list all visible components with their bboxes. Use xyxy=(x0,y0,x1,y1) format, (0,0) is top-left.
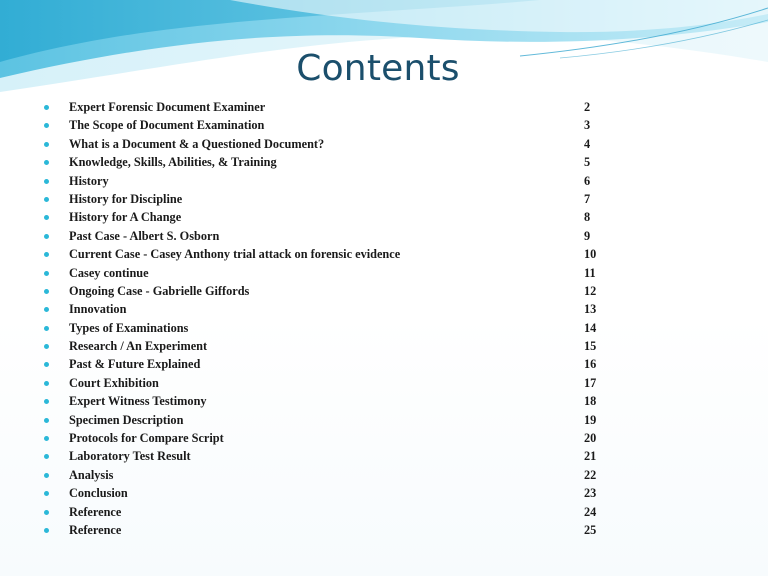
bullet-dot-icon xyxy=(44,197,49,202)
bullet-dot-icon xyxy=(44,326,49,331)
contents-item xyxy=(44,392,624,410)
contents-item xyxy=(44,484,624,502)
contents-item-label: Laboratory Test Result xyxy=(69,449,191,464)
contents-item-page-number: 17 xyxy=(584,375,597,390)
contents-item xyxy=(44,245,624,263)
bullet-dot-icon xyxy=(44,362,49,367)
contents-item-page-number: 9 xyxy=(584,228,591,243)
contents-item-label: History for A Change xyxy=(69,210,182,225)
contents-item xyxy=(44,264,624,282)
contents-item-label: Conclusion xyxy=(69,486,128,501)
contents-item-label: Protocols for Compare Script xyxy=(69,431,224,446)
contents-item xyxy=(44,337,624,355)
bullet-dot-icon xyxy=(44,234,49,239)
contents-item xyxy=(44,466,624,484)
contents-item-label: Casey continue xyxy=(69,265,149,280)
contents-item xyxy=(44,282,624,300)
contents-item-page-number: 8 xyxy=(584,210,591,225)
contents-item-page-number: 21 xyxy=(584,449,597,464)
bullet-dot-icon xyxy=(44,473,49,478)
contents-item xyxy=(44,172,624,190)
contents-item-label: What is a Document & a Questioned Document? xyxy=(69,136,325,151)
contents-item-label: Knowledge, Skills, Abilities, & Training xyxy=(69,155,277,170)
contents-item xyxy=(44,355,624,373)
bullet-dot-icon xyxy=(44,510,49,515)
contents-item-label: Court Exhibition xyxy=(69,375,159,390)
contents-item-page-number: 15 xyxy=(584,339,597,354)
contents-item-label: Types of Examinations xyxy=(69,320,189,335)
contents-item-page-number: 6 xyxy=(584,173,591,188)
bullet-dot-icon xyxy=(44,142,49,147)
bullet-dot-icon xyxy=(44,123,49,128)
contents-list xyxy=(44,98,624,539)
contents-item-label: Ongoing Case - Gabrielle Giffords xyxy=(69,283,250,298)
contents-item xyxy=(44,208,624,226)
contents-item-page-number: 23 xyxy=(584,486,597,501)
contents-item-label: Analysis xyxy=(69,467,114,482)
bullet-dot-icon xyxy=(44,105,49,110)
contents-item-label: Past & Future Explained xyxy=(69,357,201,372)
contents-item-label: Current Case - Casey Anthony trial attack on forensic evidence xyxy=(69,247,401,262)
contents-item-page-number: 18 xyxy=(584,394,597,409)
contents-item xyxy=(44,227,624,245)
bullet-dot-icon xyxy=(44,454,49,459)
contents-item xyxy=(44,503,624,521)
bullet-dot-icon xyxy=(44,271,49,276)
contents-item-label: Reference xyxy=(69,522,122,537)
bullet-dot-icon xyxy=(44,179,49,184)
contents-item-page-number: 13 xyxy=(584,302,597,317)
contents-item-label: The Scope of Document Examination xyxy=(69,118,265,133)
contents-item xyxy=(44,447,624,465)
contents-item xyxy=(44,411,624,429)
contents-item-page-number: 7 xyxy=(584,191,591,206)
contents-item-label: History xyxy=(69,173,109,188)
contents-item xyxy=(44,300,624,318)
contents-item-label: Past Case - Albert S. Osborn xyxy=(69,228,220,243)
bullet-dot-icon xyxy=(44,399,49,404)
bullet-dot-icon xyxy=(44,289,49,294)
bullet-dot-icon xyxy=(44,160,49,165)
contents-item-page-number: 2 xyxy=(584,100,591,114)
contents-item-label: Innovation xyxy=(69,302,127,317)
bullet-dot-icon xyxy=(44,436,49,441)
contents-item-page-number: 4 xyxy=(584,136,591,151)
contents-item-page-number: 19 xyxy=(584,412,597,427)
bullet-dot-icon xyxy=(44,252,49,257)
contents-item-page-number: 5 xyxy=(584,155,591,170)
contents-item xyxy=(44,153,624,171)
contents-item-page-number: 11 xyxy=(584,265,596,280)
contents-item-page-number: 12 xyxy=(584,283,597,298)
bullet-dot-icon xyxy=(44,528,49,533)
contents-item xyxy=(44,374,624,392)
contents-item-page-number: 25 xyxy=(584,522,597,537)
contents-item-page-number: 20 xyxy=(584,431,597,446)
contents-item xyxy=(44,98,624,116)
bullet-dot-icon xyxy=(44,381,49,386)
bullet-dot-icon xyxy=(44,491,49,496)
contents-item xyxy=(44,521,624,539)
slide-title: Contents xyxy=(296,48,460,89)
contents-item-label: Specimen Description xyxy=(69,412,184,427)
bullet-dot-icon xyxy=(44,215,49,220)
bullet-dot-icon xyxy=(44,344,49,349)
contents-item xyxy=(44,135,624,153)
contents-item xyxy=(44,319,624,337)
contents-item-label: Expert Witness Testimony xyxy=(69,394,207,409)
contents-item xyxy=(44,190,624,208)
contents-item-page-number: 16 xyxy=(584,357,597,372)
contents-item-page-number: 22 xyxy=(584,467,597,482)
contents-item-page-number: 10 xyxy=(584,247,597,262)
bullet-dot-icon xyxy=(44,418,49,423)
contents-item-label: Research / An Experiment xyxy=(69,339,208,354)
contents-item-label: Reference xyxy=(69,504,122,519)
contents-item-page-number: 14 xyxy=(584,320,597,335)
contents-item xyxy=(44,429,624,447)
contents-item-label: Expert Forensic Document Examiner xyxy=(69,100,266,114)
bullet-dot-icon xyxy=(44,307,49,312)
contents-item-page-number: 24 xyxy=(584,504,597,519)
contents-item xyxy=(44,116,624,134)
contents-item-label: History for Discipline xyxy=(69,191,183,206)
contents-item-page-number: 3 xyxy=(584,118,591,133)
